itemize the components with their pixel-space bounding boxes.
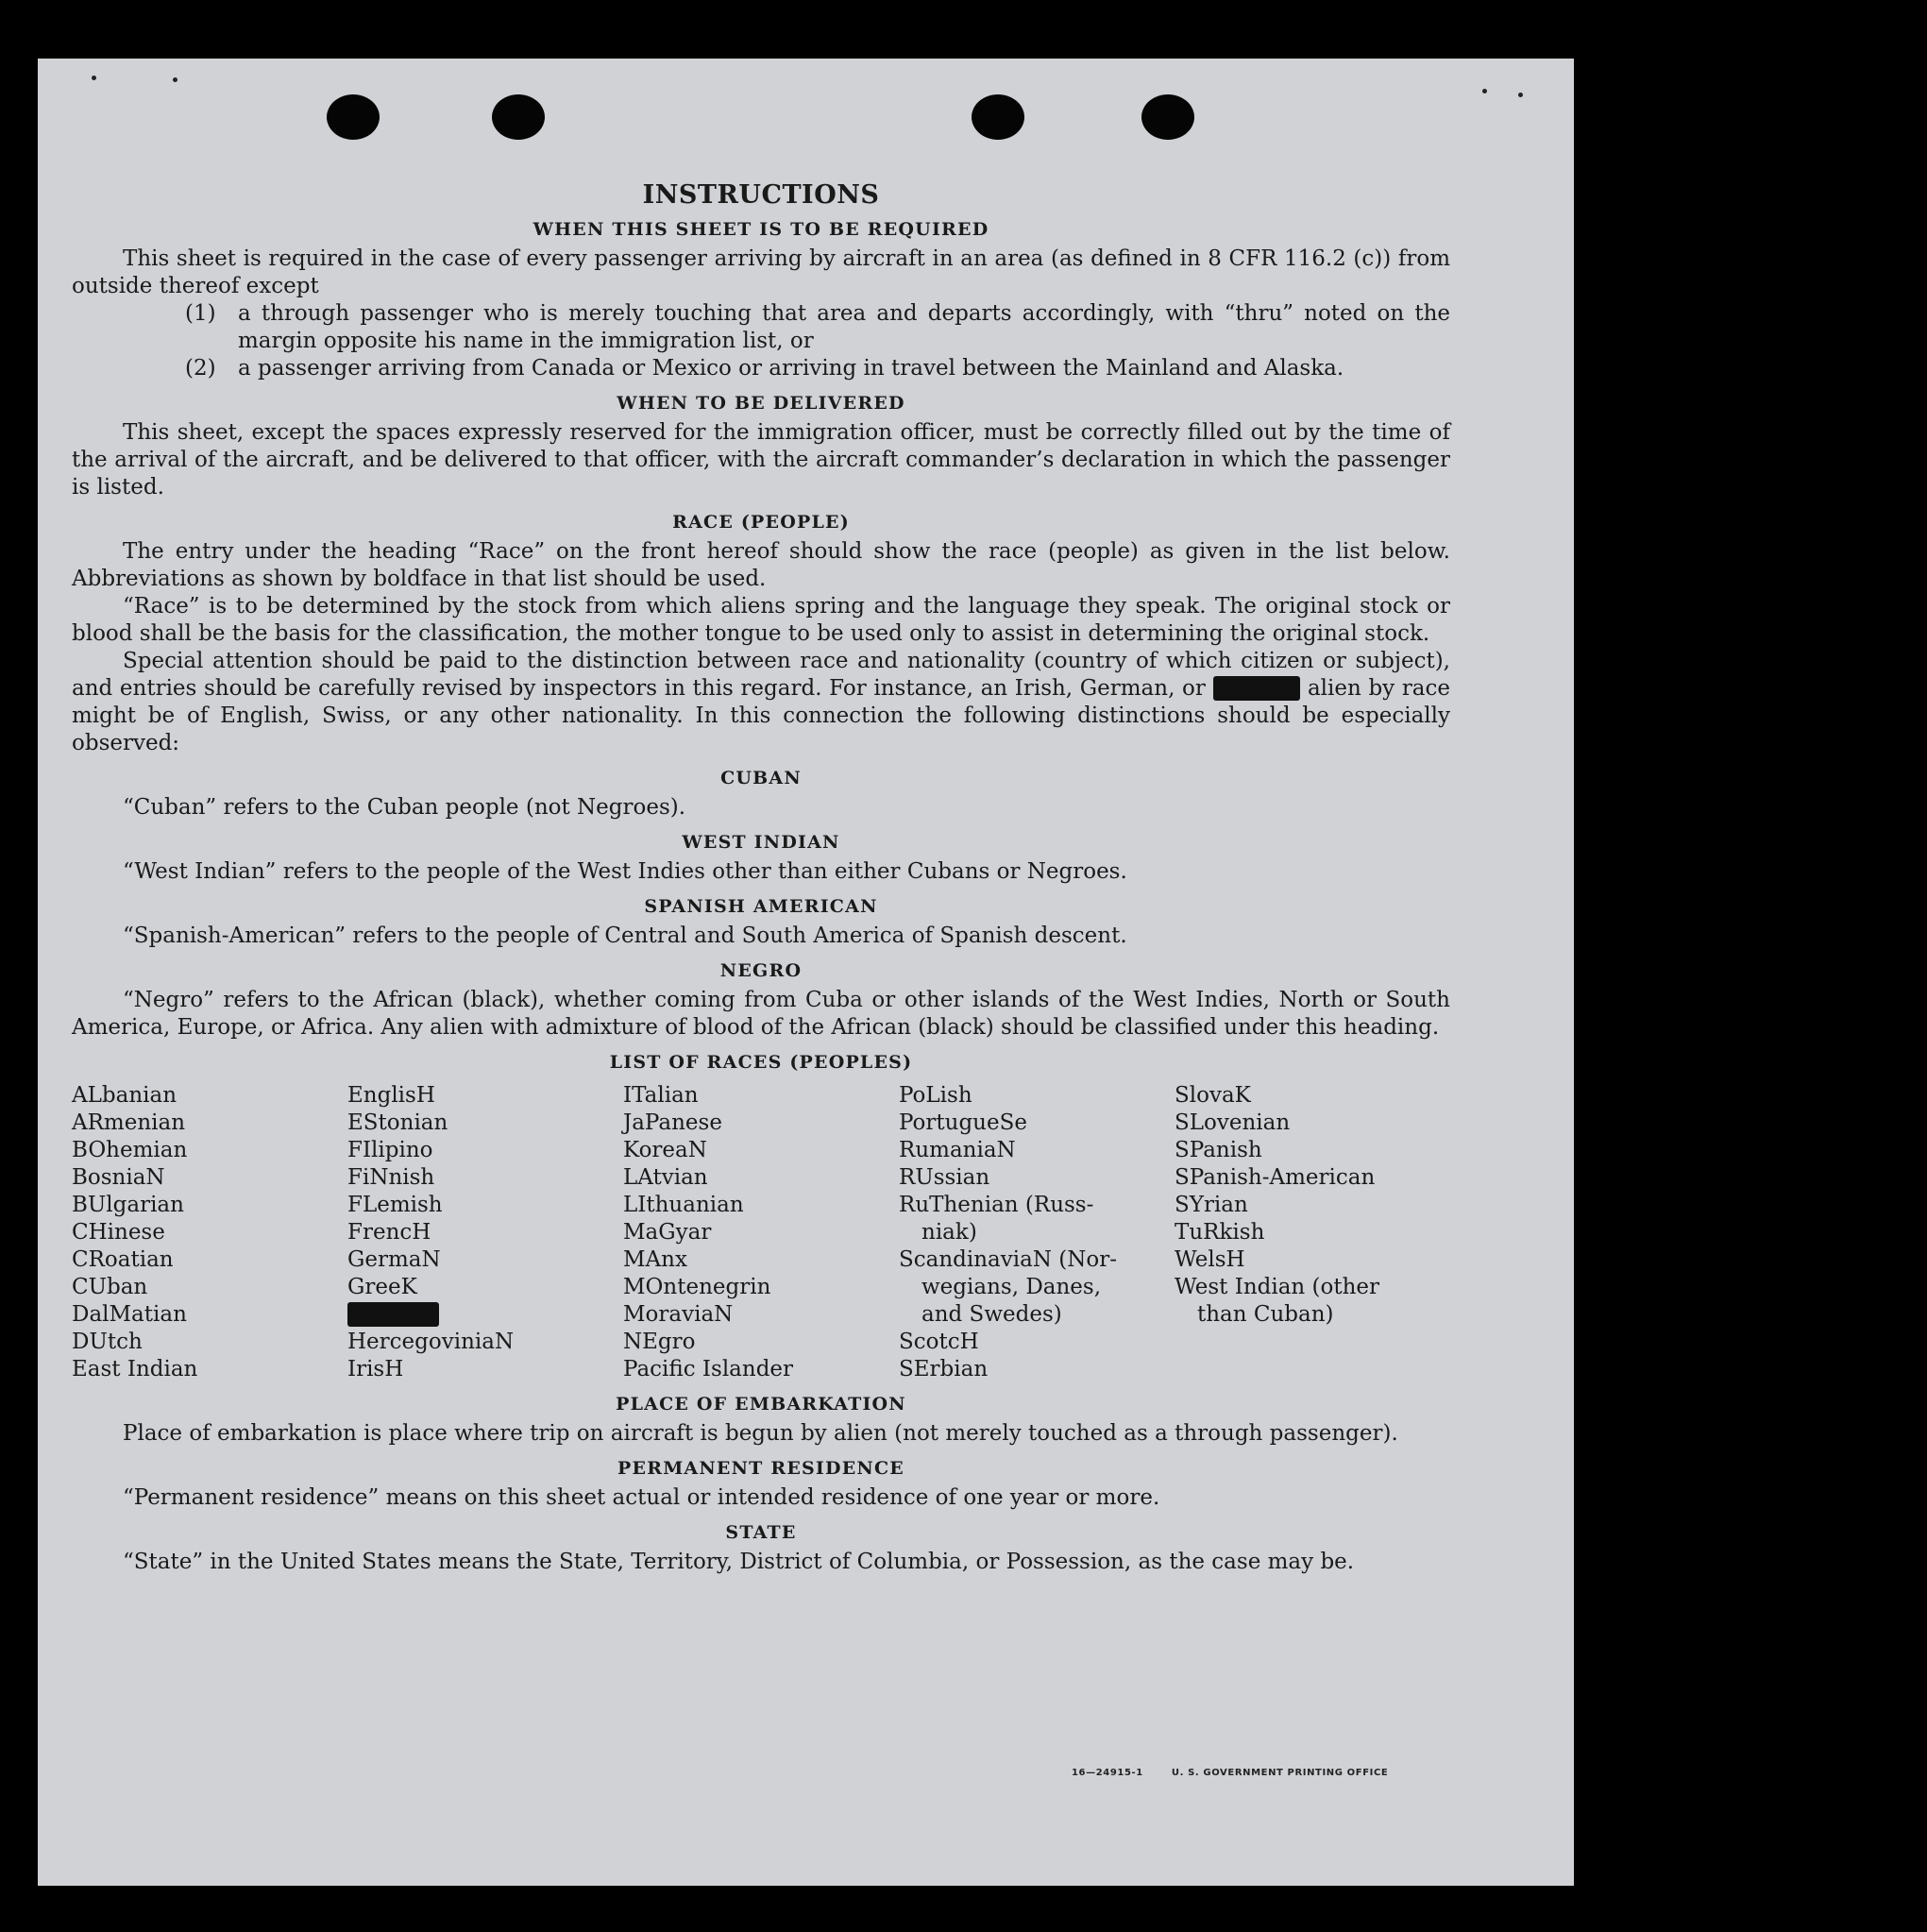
race-entry: HercegoviniaN (347, 1330, 515, 1354)
race-column-3 (623, 1082, 899, 1383)
section-heading-west-indian: WEST INDIAN (682, 832, 840, 853)
race-entry: SlovaK (1175, 1083, 1251, 1108)
struck-out-word (1213, 676, 1301, 701)
race-entry-continued: wegians, Danes, (921, 1275, 1102, 1299)
race-entry: Pacific Islander (623, 1357, 794, 1381)
race-entry: CRoatian (72, 1247, 174, 1272)
exception-text: a through passenger who is merely touching that area and departs accordingly, with “thru” noted on the margin opposite his name in the immigration list, or (238, 301, 1450, 353)
race-entry: DUtch (72, 1330, 143, 1354)
race-entry: FIlipino (347, 1138, 433, 1162)
race-entry: PortugueSe (899, 1110, 1027, 1135)
race-entry: BUlgarian (72, 1193, 184, 1217)
race-paragraph-1: The entry under the heading “Race” on the front hereof should show the race (people) as given in the list below. Abbreviations as shown by boldface in that list should be used. (72, 539, 1450, 591)
struck-out-word (347, 1302, 439, 1327)
race-entry: ALbanian (72, 1083, 177, 1108)
section-heading-race: RACE (PEOPLE) (672, 512, 850, 533)
race-entry: BosniaN (72, 1165, 165, 1190)
race-entry: FLemish (347, 1193, 443, 1217)
race-entry: GermaN (347, 1247, 441, 1272)
residence-definition: “Permanent residence” means on this sheet actual or intended residence of one year or more. (123, 1485, 1160, 1510)
race-entry: SPanish-American (1175, 1165, 1376, 1190)
race-paragraph-3 (72, 648, 1450, 757)
race-entry-continued: and Swedes) (921, 1302, 1062, 1327)
race-column-2 (347, 1082, 623, 1383)
race-entry: KoreaN (623, 1138, 707, 1162)
race-entry: ScandinaviaN (Nor- (899, 1247, 1117, 1272)
section-heading-cuban: CUBAN (720, 768, 802, 788)
race-entry: ScotcH (899, 1330, 979, 1354)
exception-number: (1) (185, 301, 216, 326)
paper-speck (1518, 93, 1523, 97)
race-paragraph-3-start: Special attention should be paid to the distinction between race and nationality (country of which citizen or subject), and entries should be carefully revised by inspectors in this regard. For instance, an Irish, German, or (72, 649, 1450, 701)
race-entry: LAtvian (623, 1165, 708, 1190)
race-entry: RumaniaN (899, 1138, 1016, 1162)
race-list (72, 1082, 1450, 1383)
punch-hole (1141, 94, 1194, 140)
exception-number: (2) (185, 356, 216, 381)
section-heading-state: STATE (725, 1522, 797, 1543)
race-entry: BOhemian (72, 1138, 188, 1162)
state-definition: “State” in the United States means the State, Territory, District of Columbia, or Possession, as the case may be. (123, 1550, 1355, 1574)
instruction-sheet (38, 59, 1574, 1886)
race-entry: ARmenian (72, 1110, 186, 1135)
west-indian-definition: “West Indian” refers to the people of the West Indies other than either Cubans or Negroes. (123, 859, 1127, 884)
race-entry: JaPanese (623, 1110, 722, 1135)
required-intro: This sheet is required in the case of every passenger arriving by aircraft in an area (as defined in 8 CFR 116.2 (c)) from outside thereof except (72, 246, 1450, 298)
race-entry: CHinese (72, 1220, 165, 1245)
punch-hole (972, 94, 1024, 140)
page-title: INSTRUCTIONS (642, 180, 880, 210)
race-entry-struck (347, 1301, 623, 1329)
delivered-text: This sheet, except the spaces expressly reserved for the immigration officer, must be correctly filled out by the time of the arrival of the aircraft, and be delivered to that officer, with the aircraft commander’s declaration in which the passenger is listed. (72, 420, 1450, 500)
race-entry: FrencH (347, 1220, 431, 1245)
race-entry: SPanish (1175, 1138, 1262, 1162)
paper-speck (92, 76, 96, 80)
negro-definition: “Negro” refers to the African (black), whether coming from Cuba or other islands of the West Indies, North or South America, Europe, or Africa. Any alien with admixture of blood of the African (black) should be classified under this heading. (72, 988, 1450, 1040)
race-entry: RUssian (899, 1165, 990, 1190)
race-entry: MaGyar (623, 1220, 712, 1245)
race-entry: EnglisH (347, 1083, 435, 1108)
race-entry: IrisH (347, 1357, 404, 1381)
race-entry-continued: niak) (921, 1220, 977, 1245)
race-entry: LIthuanian (623, 1193, 744, 1217)
exception-text: a passenger arriving from Canada or Mexico or arriving in travel between the Mainland and Alaska. (238, 356, 1344, 381)
race-entry: CUban (72, 1275, 148, 1299)
exception-item (185, 355, 1450, 382)
race-entry: MAnx (623, 1247, 687, 1272)
race-entry: SYrian (1175, 1193, 1248, 1217)
printer-footer (1072, 1768, 1412, 1778)
race-entry-continued: than Cuban) (1197, 1302, 1334, 1327)
printer-name: U. S. GOVERNMENT PRINTING OFFICE (1171, 1768, 1389, 1778)
race-entry: FiNnish (347, 1165, 435, 1190)
cuban-definition: “Cuban” refers to the Cuban people (not Negroes). (123, 795, 686, 820)
race-entry: GreeK (347, 1275, 417, 1299)
race-paragraph-2: “Race” is to be determined by the stock from which aliens spring and the language they speak. The original stock or blood shall be the basis for the classification, the mother tongue to be used only to assist in determining the original stock. (72, 594, 1450, 646)
race-entry: WelsH (1175, 1247, 1245, 1272)
section-heading-required: WHEN THIS SHEET IS TO BE REQUIRED (532, 219, 989, 240)
race-column-5 (1175, 1082, 1450, 1383)
embarkation-definition: Place of embarkation is place where trip on aircraft is begun by alien (not merely touched as a through passenger). (123, 1421, 1398, 1446)
race-entry: PoLish (899, 1083, 972, 1108)
section-heading-race-list: LIST OF RACES (PEOPLES) (609, 1052, 913, 1073)
race-column-1 (72, 1082, 347, 1383)
race-entry: West Indian (other (1175, 1275, 1380, 1299)
race-entry: NEgro (623, 1330, 696, 1354)
section-heading-residence: PERMANENT RESIDENCE (617, 1458, 904, 1479)
race-entry: MOntenegrin (623, 1275, 771, 1299)
section-heading-embarkation: PLACE OF EMBARKATION (616, 1394, 906, 1415)
race-column-4 (899, 1082, 1175, 1383)
section-heading-negro: NEGRO (719, 960, 803, 981)
section-heading-delivered: WHEN TO BE DELIVERED (617, 393, 905, 414)
race-entry: TuRkish (1175, 1220, 1265, 1245)
race-entry: MoraviaN (623, 1302, 734, 1327)
race-entry: SErbian (899, 1357, 989, 1381)
race-entry: East Indian (72, 1357, 198, 1381)
race-entry: ITalian (623, 1083, 699, 1108)
punch-hole (327, 94, 380, 140)
race-entry: EStonian (347, 1110, 448, 1135)
section-heading-spanish-american: SPANISH AMERICAN (644, 896, 878, 917)
spanish-american-definition: “Spanish-American” refers to the people of Central and South America of Spanish descent. (123, 924, 1127, 948)
race-entry: RuThenian (Russ- (899, 1193, 1094, 1217)
paper-speck (173, 77, 177, 82)
sheet-content (72, 181, 1450, 1576)
race-paragraph-3-end: alien by race might be of English, Swiss, or any other nationality. In this connection the following distinctions should be especially observed: (72, 676, 1451, 755)
exception-item (185, 300, 1450, 355)
punch-hole (492, 94, 545, 140)
form-number: 16—24915-1 (1072, 1768, 1143, 1778)
paper-speck (1482, 89, 1487, 93)
race-entry: DalMatian (72, 1302, 187, 1327)
race-entry: SLovenian (1175, 1110, 1291, 1135)
